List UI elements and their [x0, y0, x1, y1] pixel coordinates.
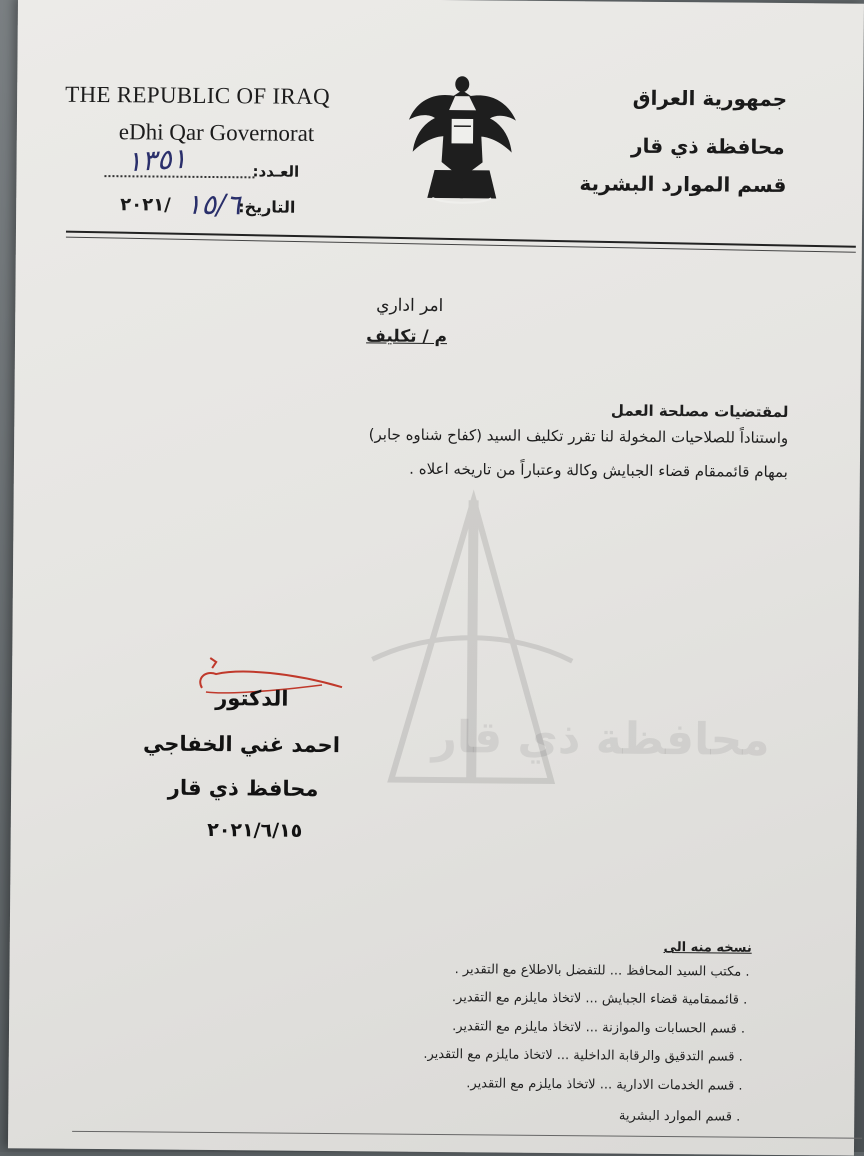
reference-number-label: العـدد: [252, 162, 299, 180]
copies-list-item: . قسم التدقيق والرقابة الداخلية ... لاتخاذ مايلزم مع التقدير. [423, 1047, 743, 1065]
date-printed-year: ٢٠٢١/ [120, 194, 171, 215]
document-page [8, 0, 864, 1156]
body-line-2: بمهام قائممقام قضاء الجبايش وكالة وعتباراً من تاريخه اعلاه . [409, 460, 788, 481]
header-governorate-ar: محافظة ذي قار [631, 134, 785, 159]
copies-list-item: . مكتب السيد المحافظ ... للتفضل بالاطلاع مع التقدير . [455, 962, 750, 980]
copies-list-item: . قائممقامية قضاء الجبايش ... لاتخاذ مايلزم مع التقدير. [452, 990, 747, 1008]
copies-list-item: . قسم الموارد البشرية [619, 1109, 740, 1125]
iraq-eagle-emblem-icon [404, 70, 520, 211]
date-label: التاريخ: [238, 197, 295, 216]
header-department-ar: قسم الموارد البشرية [579, 171, 786, 197]
date-handwritten: ١٥/٦ [186, 188, 241, 221]
body-heading: لمقتضيات مصلحة العمل [611, 401, 789, 421]
header-country-ar: جمهورية العراق [633, 86, 788, 111]
body-line-1: واستناداً للصلاحيات المخولة لنا تقرر تكليف السيد (كفاح شناوه جابر) [369, 425, 789, 447]
copies-list-item: . قسم الخدمات الادارية ... لاتخاذ مايلزم مع التقدير. [466, 1076, 742, 1093]
signature-title: الدكتور [202, 686, 302, 711]
signature-name: احمد غني الخفاجي [141, 731, 341, 757]
signature-position: محافظ ذي قار [163, 776, 323, 801]
reference-number-handwritten: ١٣٥١ [126, 142, 188, 179]
copies-list-item: . قسم الحسابات والموازنة ... لاتخاذ مايلزم مع التقدير. [452, 1019, 745, 1037]
header-country-en: THE REPUBLIC OF IRAQ [65, 82, 330, 110]
order-subject: م / تكليف [366, 326, 447, 347]
footer-divider [72, 1131, 862, 1139]
order-title: امر اداري [376, 295, 443, 316]
header-governorate-en: eDhi Qar Governorat [119, 119, 315, 147]
copies-heading: نسخه منه الى [664, 940, 752, 956]
watermark-text: محافظة ذي قار [431, 712, 769, 766]
signature-date: ٢٠٢١/٦/١٥ [195, 819, 315, 842]
